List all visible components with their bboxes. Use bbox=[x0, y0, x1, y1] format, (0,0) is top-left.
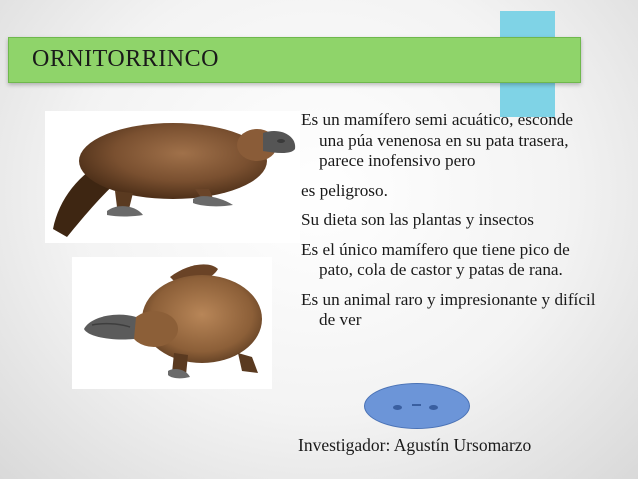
paragraph-description: Es un mamífero semi acuático, esconde una púa venenosa en su pata trasera, parece inofensivo pero bbox=[301, 110, 574, 170]
title-bar bbox=[8, 37, 581, 83]
left-eye-icon bbox=[393, 405, 402, 410]
platypus-side-illustration bbox=[45, 111, 300, 243]
mouth-icon bbox=[412, 404, 421, 406]
paragraph-unique: Es el único mamífero que tiene pico de pato, cola de castor y patas de rana. bbox=[301, 239, 570, 279]
slide-title: ORNITORRINCO bbox=[32, 46, 219, 72]
body-text bbox=[301, 110, 601, 340]
paragraph-dangerous: es peligroso. bbox=[301, 180, 388, 200]
researcher-credit: Investigador: Agustín Ursomarzo bbox=[298, 435, 532, 455]
oval-face-shape bbox=[364, 383, 470, 429]
platypus-front-illustration bbox=[72, 257, 272, 389]
paragraph-rare: Es un animal raro y impresionante y difícil de ver bbox=[301, 289, 596, 329]
platypus-photo-front bbox=[72, 257, 272, 389]
right-eye-icon bbox=[429, 405, 438, 410]
paragraph-diet: Su dieta son las plantas y insectos bbox=[301, 210, 534, 229]
platypus-photo-side bbox=[45, 111, 300, 243]
